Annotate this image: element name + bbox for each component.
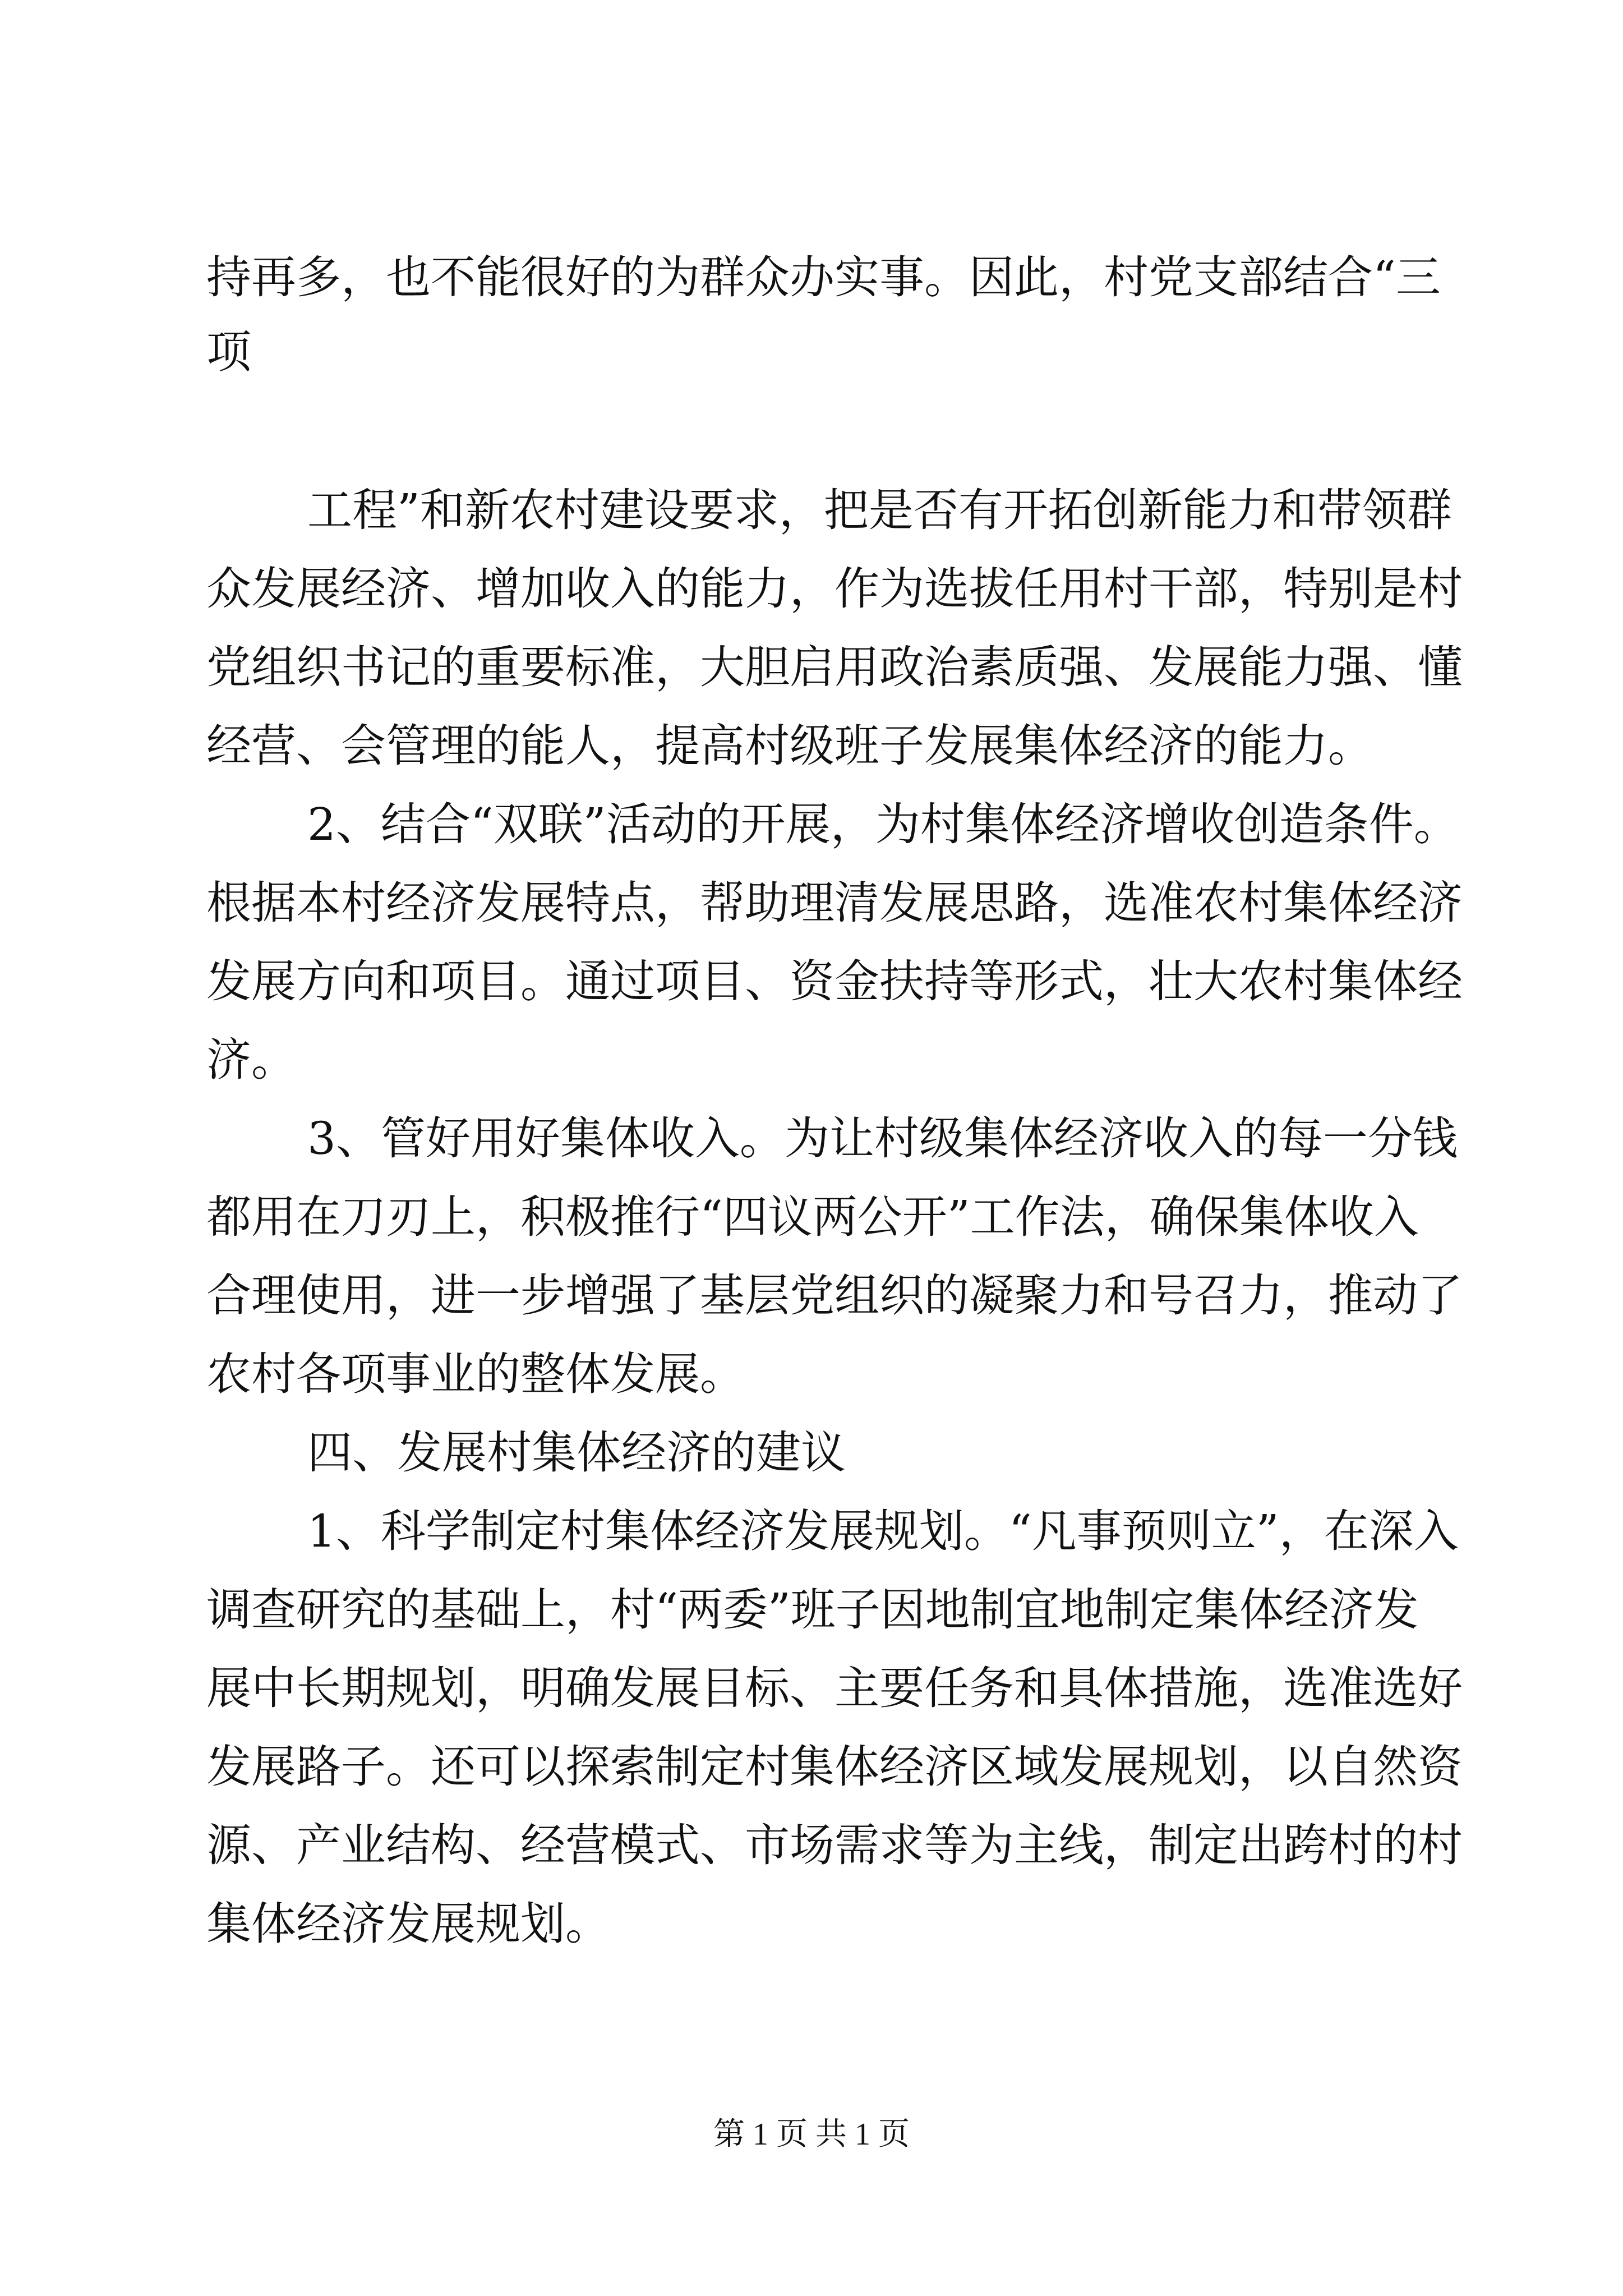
text-line: 众发展经济、增加收入的能力，作为选拔任用村干部，特别是村 (206, 563, 1463, 615)
text-line: 合理使用，进一步增强了基层党组织的凝聚力和号召力，推动了 (206, 1269, 1463, 1322)
text-line: 集体经济发展规划。 (206, 1898, 610, 1950)
page-footer: 第 1 页 共 1 页 (713, 2117, 910, 2152)
text-line: 发展方向和项目。通过项目、资金扶持等形式，壮大农村集体经 (206, 955, 1463, 1007)
text-line: 工程”和新农村建设要求，把是否有开拓创新能力和带领群 (307, 484, 1452, 536)
text-line: 发展路子。还可以探索制定村集体经济区域发展规划，以自然资 (206, 1741, 1463, 1793)
text-line: 持再多，也不能很好的为群众办实事。因此，村党支部结合“三 (206, 251, 1441, 303)
text-line: 1、科学制定村集体经济发展规划。“凡事预则立”，在深入 (307, 1505, 1459, 1557)
text-line: 党组织书记的重要标准，大胆启用政治素质强、发展能力强、懂 (206, 641, 1463, 693)
text-line: 调查研究的基础上，村“两委”班子因地制宜地制定集体经济发 (206, 1584, 1419, 1636)
text-line: 都用在刀刃上，积极推行“四议两公开”工作法，确保集体收入 (206, 1191, 1419, 1243)
text-line: 经营、会管理的能人，提高村级班子发展集体经济的能力。 (206, 720, 1373, 772)
text-line: 济。 (206, 1034, 296, 1086)
text-line: 源、产业结构、经营模式、市场需求等为主线，制定出跨村的村 (206, 1819, 1463, 1871)
text-line: 农村各项事业的整体发展。 (206, 1348, 745, 1400)
text-line: 根据本村经济发展特点，帮助理清发展思路，选准农村集体经济 (206, 877, 1463, 929)
text-line: 3、管好用好集体收入。为让村级集体经济收入的每一分钱 (307, 1112, 1458, 1165)
text-line: 项 (206, 326, 251, 378)
section-heading: 四、发展村集体经济的建议 (307, 1427, 846, 1479)
text-line: 展中长期规划，明确发展目标、主要任务和具体措施，选准选好 (206, 1662, 1463, 1714)
text-line: 2、结合“双联”活动的开展，为村集体经济增收创造条件。 (307, 798, 1459, 850)
